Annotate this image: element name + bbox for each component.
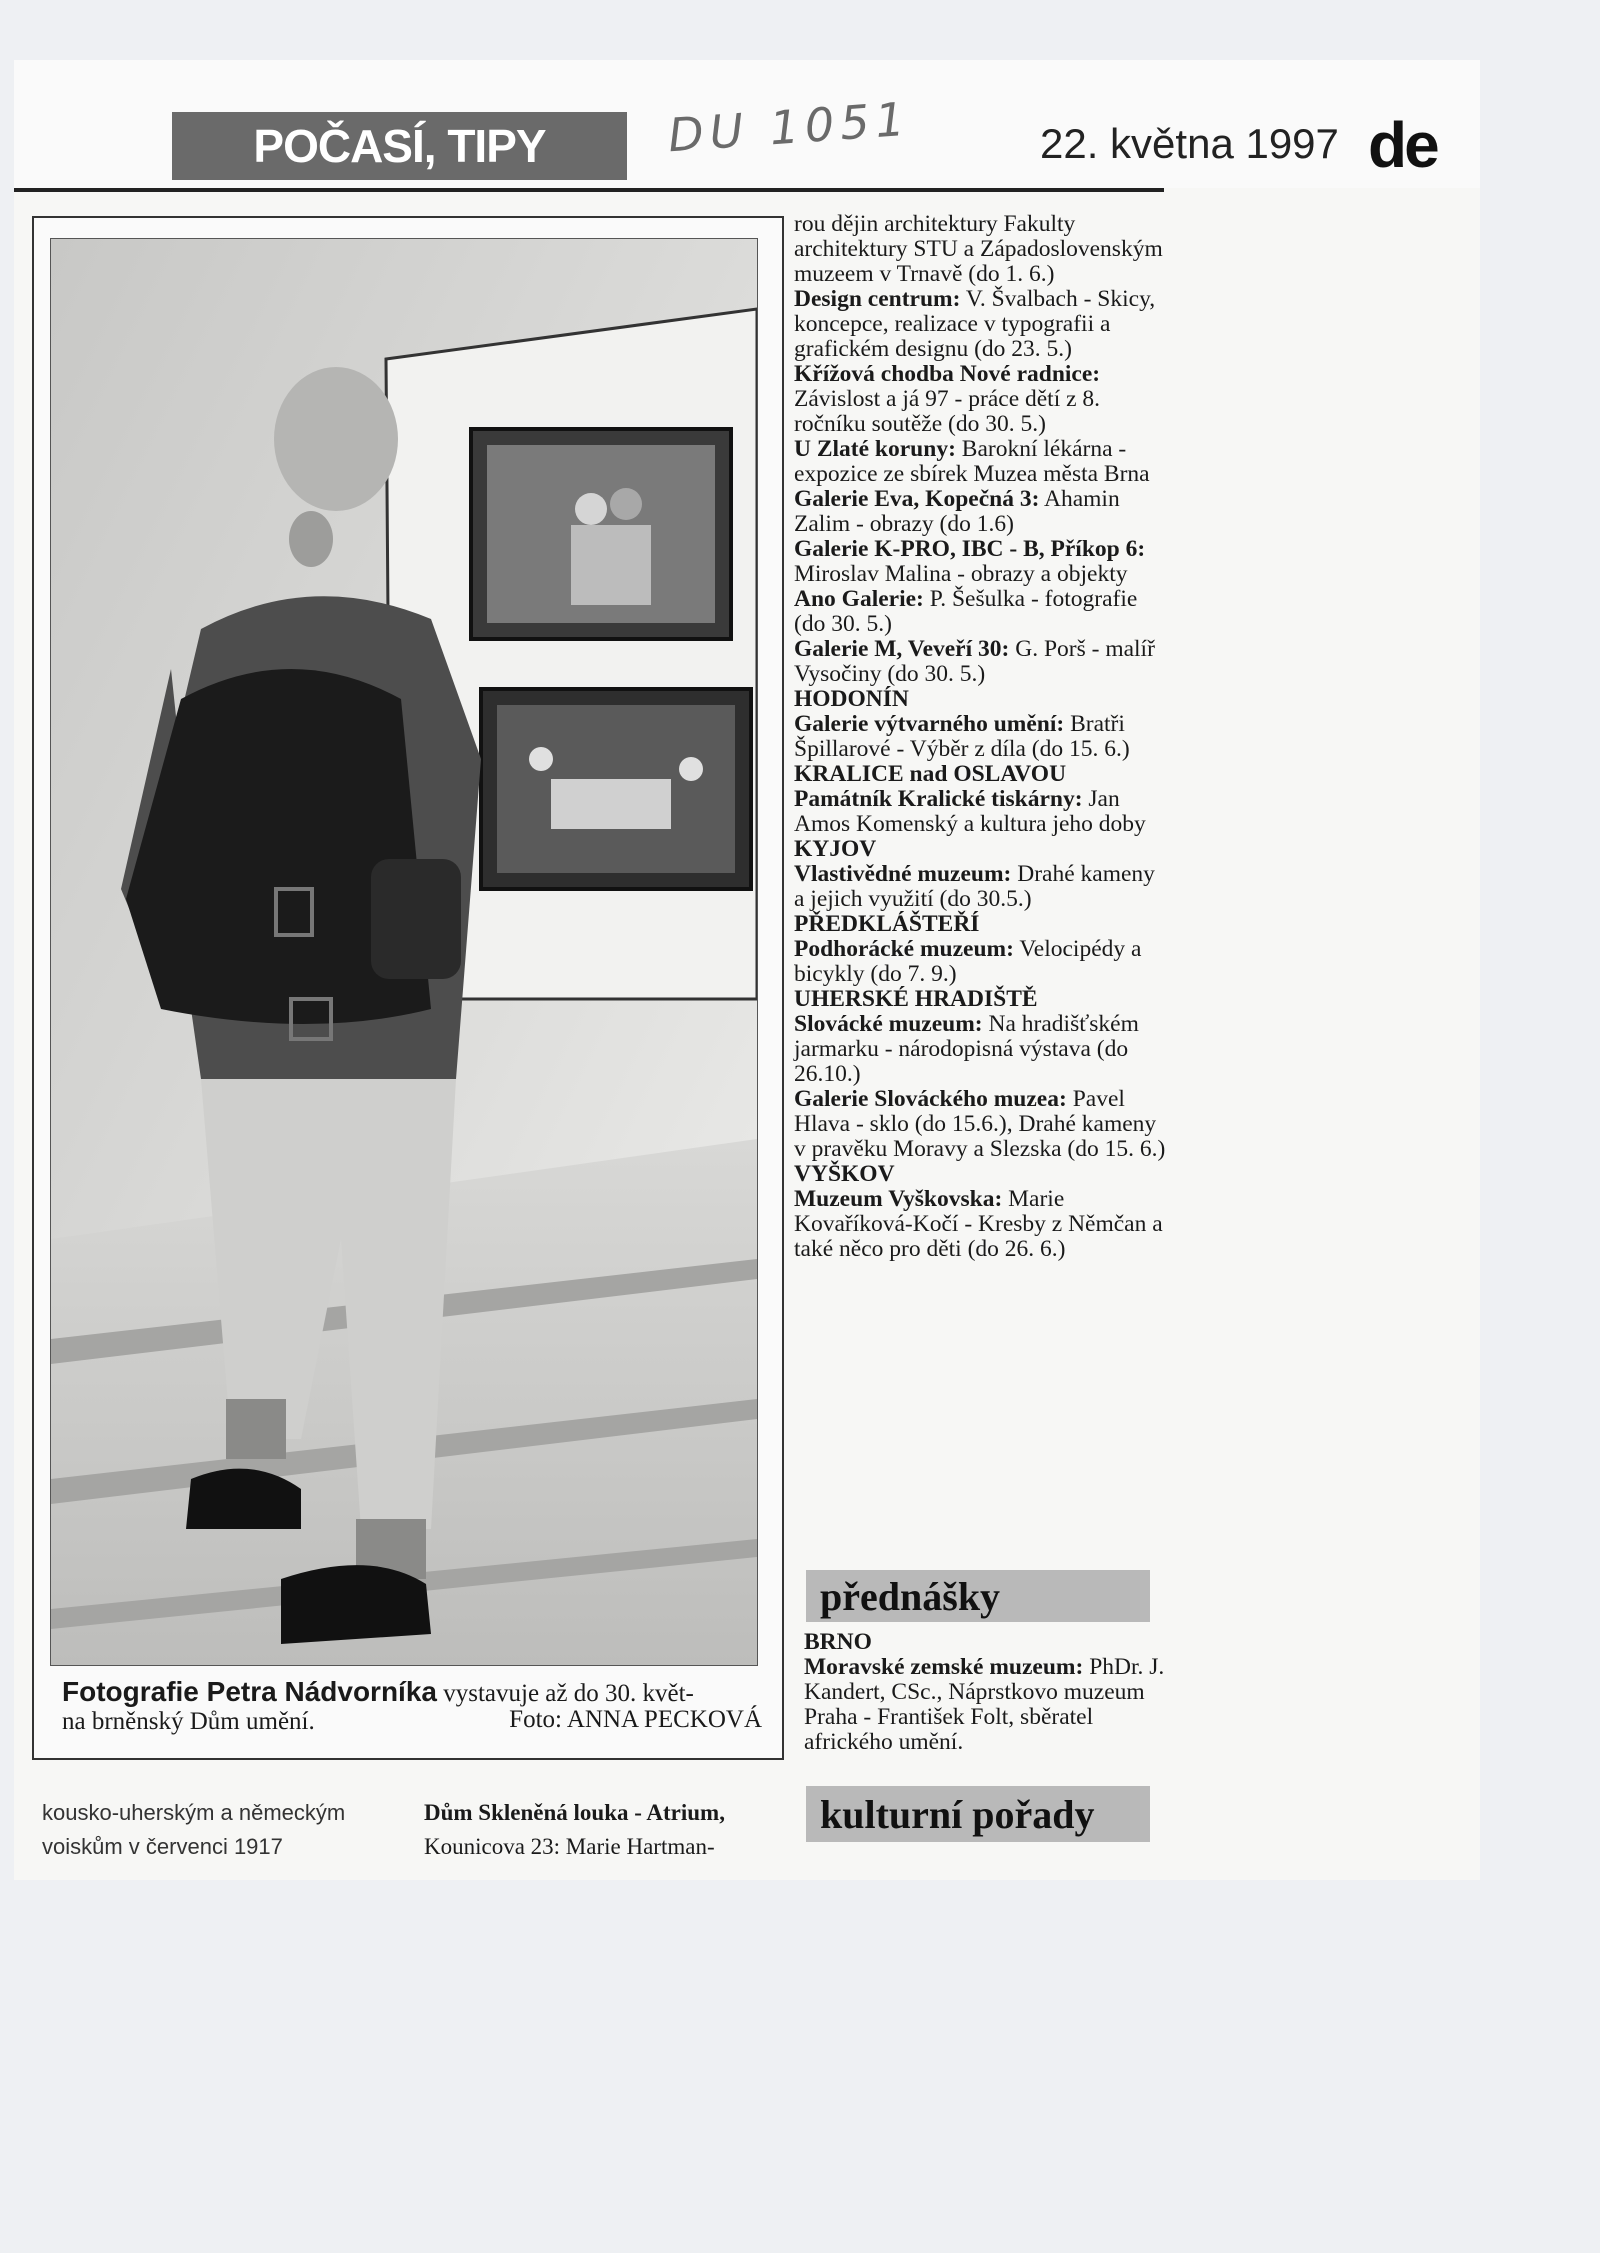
listing-entry: Galerie Slováckého muzea: Pavel Hlava - sklo (do 15.6.), Drahé kameny v pravěku Moravy a Slezska (do 15. 6.): [794, 1086, 1166, 1162]
listing-entry: Slovácké muzeum: Na hradišťském jarmarku - národopisná výstava (do 26.10.): [794, 1011, 1139, 1087]
listing-entry: Ano Galerie: P. Šešulka - fotografie (do 30. 5.): [794, 586, 1138, 637]
caption-line-2: na brněnský Dům umění.: [62, 1708, 315, 1735]
caption-photographer: Fotografie Petra Nádvorníka: [62, 1676, 437, 1707]
listing-city: KYJOV: [794, 836, 877, 862]
listing-entry: U Zlaté koruny: Barokní lékárna - expozice ze sbírek Muzea města Brna: [794, 436, 1150, 487]
header-rule: [14, 188, 1164, 192]
listing-entry: Muzeum Vyškovska: Marie Kovaříková-Kočí - Kresby z Němčan a také něco pro děti (do 26. 6.): [794, 1186, 1163, 1262]
listing-entry: Galerie Eva, Kopečná 3: Ahamin Zalim - obrazy (do 1.6): [794, 486, 1120, 537]
listing-city: PŘEDKLÁŠTEŘÍ: [794, 911, 980, 937]
lectures-city: BRNO: [804, 1629, 872, 1655]
bottom-mid-line-2: Kounicova 23: Marie Hartman-: [424, 1834, 715, 1856]
listing-entry: Galerie výtvarného umění: Bratři Špillarové - Výběr z díla (do 15. 6.): [794, 711, 1130, 762]
listing-entry: Křížová chodba Nové radnice: Závislost a já 97 - práce dětí z 8. ročníku soutěže (do 30. 5.): [794, 361, 1101, 437]
photo-caption: [62, 1678, 762, 1736]
exhibition-photo-illustration: [51, 239, 757, 1665]
listing-city: KRALICE nad OSLAVOU: [794, 761, 1067, 787]
listing-entry: rou dějin architektury Fakulty architektury STU a Západoslovenským muzeem v Trnavě (do 1. 6.): [794, 211, 1163, 287]
bottom-mid-venue: Dům Skleněná louka - Atrium,: [424, 1800, 725, 1825]
caption-text: vystavuje až do 30. květ-: [436, 1680, 694, 1707]
handwritten-note: DU 1051: [666, 91, 913, 163]
lectures-entry: Moravské zemské muzeum: PhDr. J. Kandert, CSc., Náprstkovo muzeum Praha - František Folt, sběratel afrického umění.: [804, 1654, 1165, 1755]
listing-entry: Vlastivědné muzeum: Drahé kameny a jejich využití (do 30.5.): [794, 861, 1155, 912]
listing-entry: Galerie K-PRO, IBC - B, Příkop 6: Miroslav Malina - obrazy a objekty: [794, 536, 1146, 587]
newspaper-logo: de: [1368, 109, 1437, 181]
listing-city: UHERSKÉ HRADIŠTĚ: [794, 986, 1038, 1012]
bottom-left-text: [42, 1796, 404, 1864]
section-label: POČASÍ, TIPY: [172, 112, 627, 180]
bottom-mid-text: [424, 1796, 784, 1856]
caption-line-1: [62, 1678, 762, 1708]
issue-date: 22. května 1997: [1040, 120, 1339, 167]
listing-entry: Památník Kralické tiskárny: Jan Amos Komenský a kultura jeho doby: [794, 786, 1146, 837]
listing-entry: Podhorácké muzeum: Velocipédy a bicykly (do 7. 9.): [794, 936, 1142, 987]
listing-city: VYŠKOV: [794, 1161, 895, 1187]
bottom-left-line-1: kousko-uherským a německým: [42, 1800, 346, 1825]
lectures-listings: [804, 1630, 1166, 1755]
cultural-programs-heading: kulturní pořady: [806, 1786, 1150, 1842]
exhibition-photo: [50, 238, 758, 1666]
photo-credit: Foto: ANNA PECKOVÁ: [509, 1706, 762, 1733]
listing-city: HODONÍN: [794, 686, 909, 712]
lectures-heading: přednášky: [806, 1570, 1150, 1622]
bottom-left-line-2: voiskům v červenci 1917: [42, 1834, 283, 1859]
exhibition-listings: [794, 212, 1166, 1262]
photo-box: [32, 216, 784, 1760]
listing-entry: Design centrum: V. Švalbach - Skicy, koncepce, realizace v typografii a grafickém designu (do 23. 5.): [794, 286, 1156, 362]
listing-entry: Galerie M, Veveří 30: G. Porš - malíř Vysočiny (do 30. 5.): [794, 636, 1155, 687]
